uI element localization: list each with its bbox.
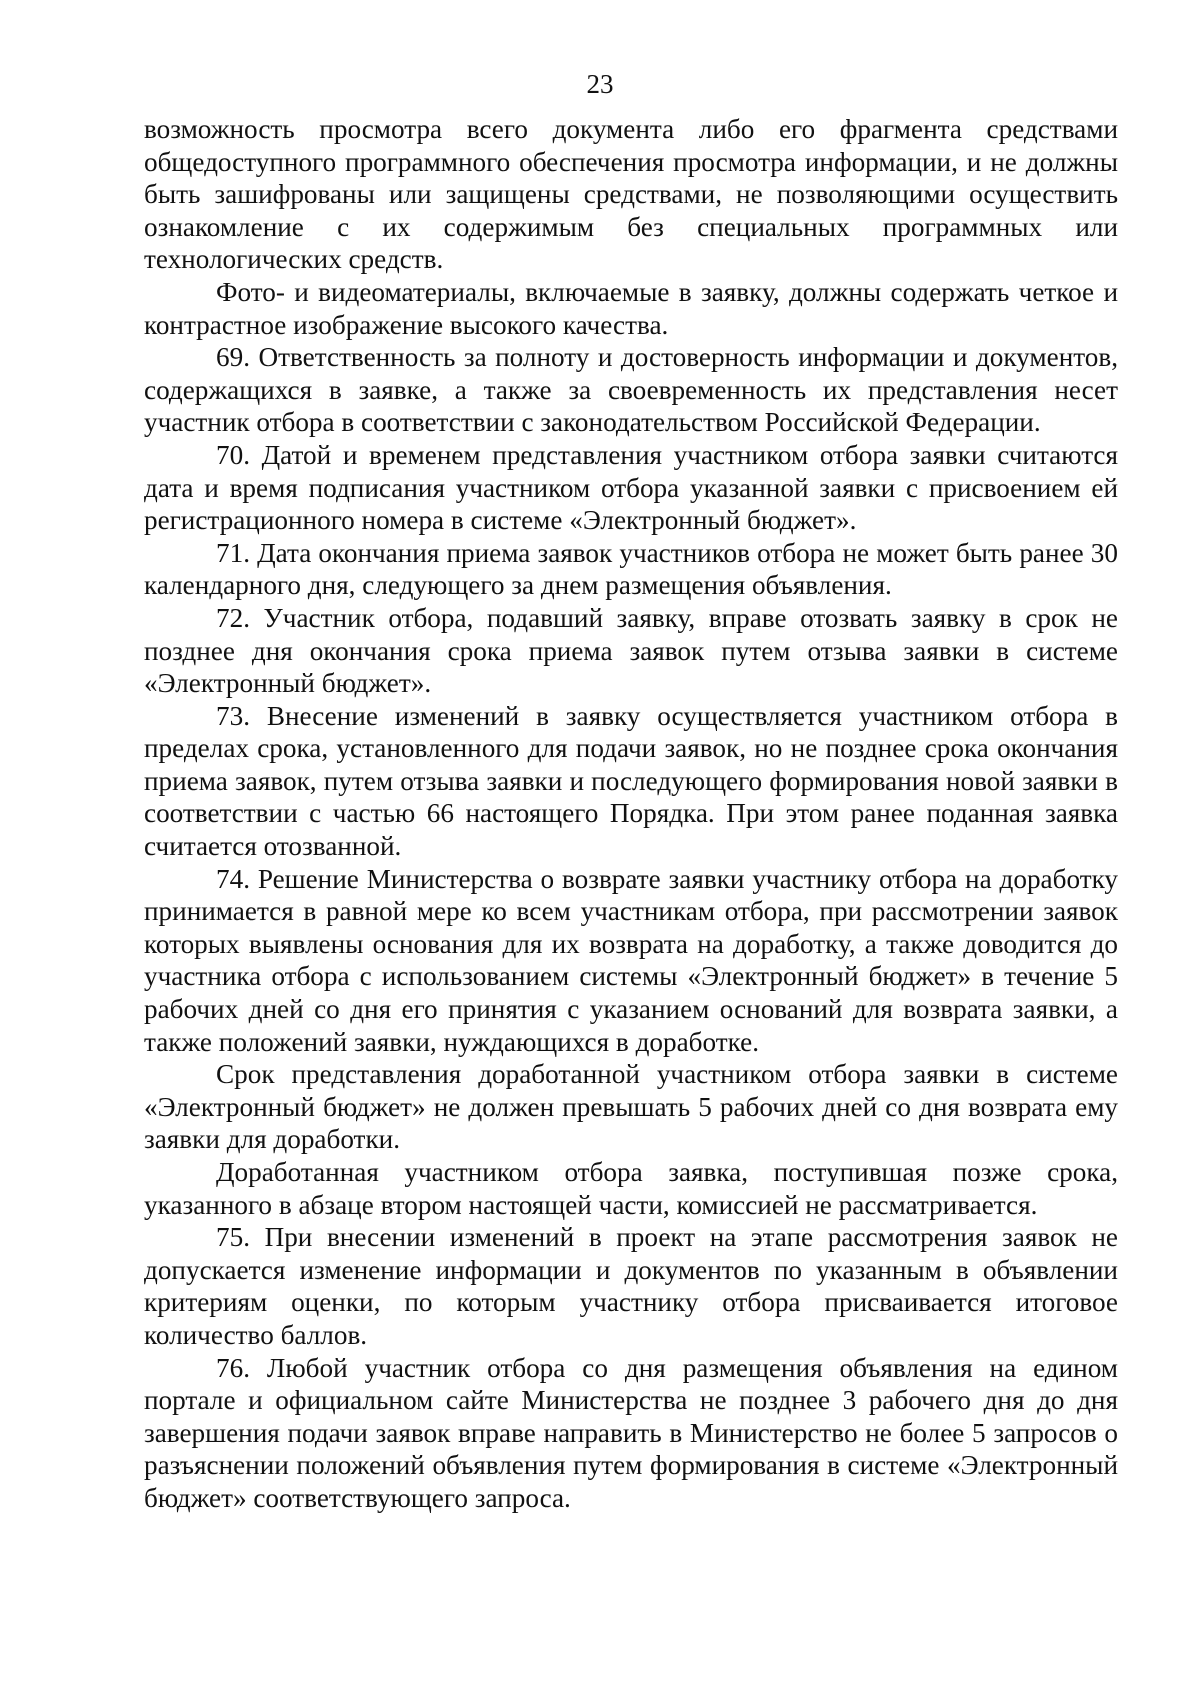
page-number: 23 [586,69,614,99]
paragraph-74: 74. Решение Министерства о возврате заявки участнику отбора на доработку принимается в равной мере ко всем участникам отбора, при рассмотрении заявок которых выявлены основания для их возврата на доработку, а также доводится до участника отбора с использованием системы «Электронный бюджет» в течение 5 рабочих дней со дня его принятия с указанием оснований для возврата заявки, а также положений заявки, нуждающихся в доработке. [144,863,1118,1057]
paragraph-photo-video: Фото- и видеоматериалы, включаемые в заявку, должны содержать четкое и контрастное изображение высокого качества. [144,276,1118,340]
paragraph-76: 76. Любой участник отбора со дня размещения объявления на едином портале и официальном сайте Министерства не позднее 3 рабочего дня до дня завершения подачи заявок вправе направить в Министерство не более 5 запросов о разъяснении положений объявления путем формирования в системе «Электронный бюджет» соответствующего запроса. [144,1352,1118,1513]
paragraph-continuation: возможность просмотра всего документа либо его фрагмента средствами общедоступного программного обеспечения просмотра информации, и не должны быть зашифрованы или защищены средствами, не позволяющими осуществить ознакомление с их содержимым без специальных программных или технологических средств. [144,114,1118,275]
paragraph-74-deadline: Срок представления доработанной участником отбора заявки в системе «Электронный бюджет» не должен превышать 5 рабочих дней со дня возврата ему заявки для доработки. [144,1059,1118,1155]
paragraph-71: 71. Дата окончания приема заявок участников отбора не может быть ранее 30 календарного дня, следующего за днем размещения объявления. [144,537,1118,601]
paragraph-70: 70. Датой и временем представления участником отбора заявки считаются дата и время подписания участником отбора указанной заявки с присвоением ей регистрационного номера в системе «Электронный бюджет». [144,439,1118,536]
document-body [144,113,1118,1515]
paragraph-69: 69. Ответственность за полноту и достоверность информации и документов, содержащихся в заявке, а также за своевременность их представления несет участник отбора в соответствии с законодательством Российской Федерации. [144,342,1118,438]
paragraph-75: 75. При внесении изменений в проект на этапе рассмотрения заявок не допускается изменение информации и документов по указанным в объявлении критериям оценки, по которым участнику отбора присваивается итоговое количество баллов. [144,1222,1118,1350]
paragraph-74-late: Доработанная участником отбора заявка, поступившая позже срока, указанного в абзаце втором настоящей части, комиссией не рассматривается. [144,1157,1118,1220]
paragraph-72: 72. Участник отбора, подавший заявку, вправе отозвать заявку в срок не позднее дня окончания срока приема заявок путем отзыва заявки в системе «Электронный бюджет». [144,602,1118,699]
paragraph-73: 73. Внесение изменений в заявку осуществляется участником отбора в пределах срока, установленного для подачи заявок, но не позднее срока окончания приема заявок, путем отзыва заявки и последующего формирования новой заявки в соответствии с частью 66 настоящего Порядка. При этом ранее поданная заявка считается отозванной. [144,700,1118,862]
